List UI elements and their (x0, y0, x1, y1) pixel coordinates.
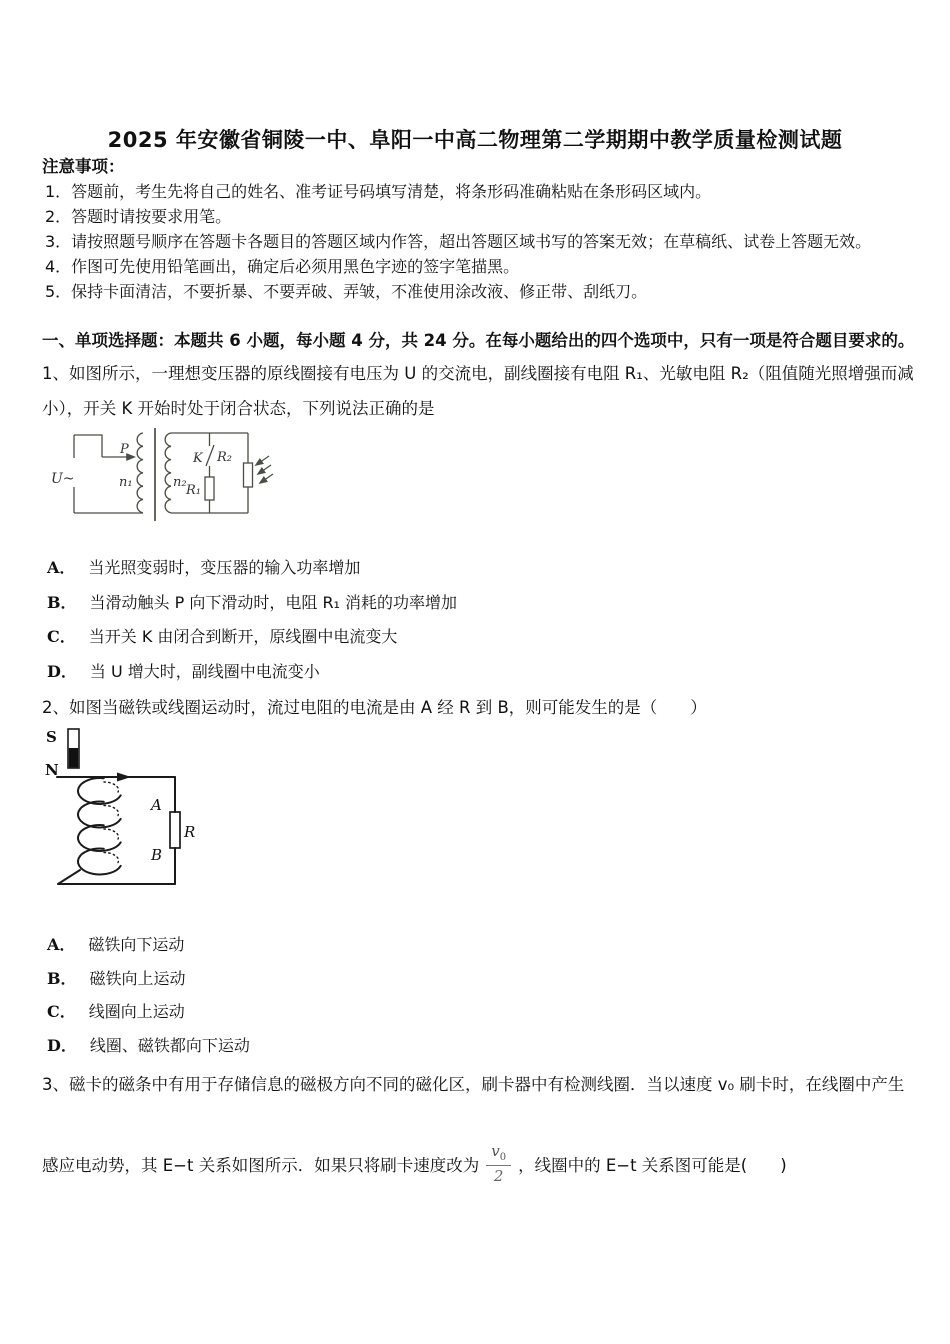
q1-option-B (47, 594, 457, 613)
primary-coil (137, 433, 143, 513)
option-text: 当 U 增大时，副线圈中电流变小 (89, 661, 320, 681)
page-title: 2025 年安徽省铜陵一中、阜阳一中高二物理第二学期期中教学质量检测试题 (107, 128, 843, 153)
option-label: B． (47, 592, 77, 612)
terminal-b-label: B (151, 846, 163, 864)
r2-label: R₂ (217, 450, 232, 465)
option-text: 磁铁向下运动 (88, 935, 185, 954)
q1-option-A (47, 559, 457, 578)
coil (78, 778, 121, 875)
fraction-numerator: $v_0$ (486, 1143, 511, 1166)
magnet-n-pole (69, 748, 78, 767)
q2-option-D (47, 1037, 250, 1056)
option-text: 磁铁向上运动 (89, 968, 186, 988)
r1-label: R₁ (186, 483, 201, 498)
notice-item: 3．请按照题号顺序在答题卡各题目的答题区域内作答，超出答题区域书写的答案无效；在草稿纸、试卷上答题无效。 (45, 232, 872, 251)
option-text: 当光照变弱时，变压器的输入功率增加 (88, 558, 361, 577)
q2-magnet-coil-diagram (30, 718, 265, 903)
resistor-r-label: R (184, 823, 196, 841)
q2-option-A (47, 936, 250, 955)
slider-p-label: P (120, 442, 129, 457)
n1-label: n₁ (119, 475, 133, 490)
option-label: A． (47, 935, 76, 954)
option-text: 线圈、磁铁都向下运动 (89, 1035, 250, 1055)
q1-options (47, 559, 457, 697)
option-label: D． (47, 1035, 77, 1055)
resistor-r2-photoresistor (244, 463, 253, 487)
notice-item: 4．作图可先使用铅笔画出，确定后必须用黑色字迹的签字笔描黑。 (45, 257, 520, 276)
switch-k-label: K (193, 451, 203, 466)
primary-top-wire (74, 435, 102, 457)
magnet-s-label: S (46, 728, 57, 746)
option-label: A． (47, 558, 76, 577)
fraction-v0-over-2 (486, 1143, 511, 1185)
terminal-a-label: A (151, 796, 162, 814)
q1-stem-line2: 小），开关 K 开始时处于闭合状态，下列说法正确的是 (42, 399, 435, 418)
magnet-n-label: N (45, 761, 59, 779)
option-text: 当开关 K 由闭合到断开，原线圈中电流变大 (88, 627, 398, 646)
resistor-r (170, 812, 180, 848)
q2-options (47, 936, 250, 1070)
light-rays-icon (256, 456, 273, 483)
q1-stem-line1: 1、如图所示，一理想变压器的原线圈接有电压为 U 的交流电，副线圈接有电阻 R₁、光敏电阻 R₂（阻值随光照增强而减 (42, 364, 914, 383)
fraction-denominator: 2 (493, 1167, 504, 1186)
option-label: D． (47, 661, 77, 681)
option-label: B． (47, 968, 77, 988)
q1-option-C (47, 628, 457, 647)
current-arrow-icon (117, 773, 131, 782)
notice-item: 1．答题前，考生先将自己的姓名、准考证号码填写清楚，将条形码准确粘贴在条形码区域内。 (45, 182, 712, 201)
source-u-label: U~ (51, 471, 75, 487)
secondary-coil (165, 433, 171, 513)
option-label: C． (47, 1002, 76, 1021)
option-text: 线圈向上运动 (88, 1002, 185, 1021)
option-text: 当滑动触头 P 向下滑动时，电阻 R₁ 消耗的功率增加 (89, 592, 458, 612)
notice-item: 5．保持卡面清洁，不要折暴、不要弄破、弄皱，不准使用涂改液、修正带、刮纸刀。 (45, 282, 648, 301)
option-label: C． (47, 627, 76, 646)
coil-bottom-tail (58, 870, 80, 884)
n2-label: n₂ (173, 475, 187, 490)
question-2-stem: 2、如图当磁铁或线圈运动时，流过电阻的电流是由 A 经 R 到 B，则可能发生的是（ ） (42, 698, 707, 717)
q1-option-D (47, 663, 457, 682)
q1-transformer-circuit-diagram (45, 424, 280, 532)
q2-option-C (47, 1003, 250, 1022)
switch-k-blade (206, 445, 214, 466)
notice-list (45, 179, 925, 304)
q3-text-before-fraction: 感应电动势，其 E−t 关系如图所示．如果只将刷卡速度改为 (42, 1156, 480, 1175)
question-1-stem (42, 356, 914, 426)
q2-option-B (47, 970, 250, 989)
resistor-r1 (205, 477, 214, 500)
question-3-stem-line2 (42, 1138, 787, 1190)
q3-text-after-fraction: ，线圈中的 E−t 关系图可能是( ) (518, 1156, 787, 1175)
section1-heading: 一、单项选择题：本题共 6 小题，每小题 4 分，共 24 分。在每小题给出的四个选项中，只有一项是符合题目要求的。 (42, 331, 915, 350)
question-3-stem-line1: 3、磁卡的磁条中有用于存储信息的磁极方向不同的磁化区，刷卡器中有检测线圈．当以速度 v₀ 刷卡时，在线圈中产生 (42, 1075, 905, 1094)
notice-item: 2．答题时请按要求用笔。 (45, 207, 232, 226)
notice-heading: 注意事项： (42, 157, 125, 176)
